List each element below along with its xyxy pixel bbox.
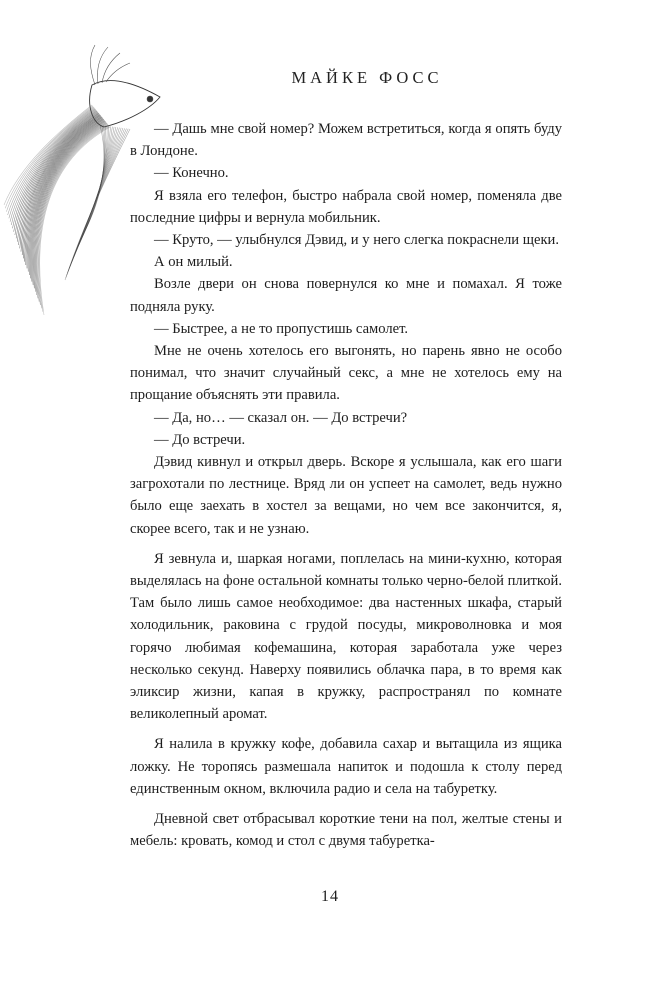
page-number: 14	[321, 888, 339, 905]
paragraph: Дэвид кивнул и открыл дверь. Вскоре я услышала, как его шаги загрохотали по лестнице. Вряд ли он успеет на самолет, ведь нужно было еще заехать в хостел за вещами, но чем все закончится, я, скорее всего, так и не узнаю.	[130, 454, 562, 537]
paragraph: Я зевнула и, шаркая ногами, поплелась на мини-кухню, которая выделялась на фоне остальной комнаты только черно-белой плиткой. Там было лишь самое необходимое: два настенных шкафа, старый холодильник, раковина с грудой посуды, микроволновка и моя горячо любимая кофемашина, которая заработала уже через несколько секунд. Наверху появились облачка пара, в то время как эликсир жизни, капая в кружку, распространял по комнате великолепный аромат.	[130, 550, 562, 723]
running-title: МАЙКЕ ФОСС	[291, 68, 443, 87]
paragraph: — Да, но… — сказал он. — До встречи?	[154, 409, 408, 426]
paragraph: — Дашь мне свой номер? Можем встретиться, когда я опять буду в Лондоне.	[130, 121, 562, 160]
fin-stroke	[76, 126, 107, 249]
paragraph: Я налила в кружку кофе, добавила сахар и вытащила из ящика ложку. Не торопясь размешала напиток и подошла к столу перед единственным окном, включила радио и села на табуретку.	[130, 736, 562, 797]
fin-stroke	[40, 127, 110, 315]
paragraph: Я взяла его телефон, быстро набрала свой номер, поменяла две последние цифры и вернула мобильник.	[130, 187, 562, 226]
paragraph: Мне не очень хотелось его выгонять, но парень явно не особо понимал, что значит случайный секс, а мне не хотелось ему на прощание объяснять эти правила.	[130, 343, 562, 404]
paragraph: — Круто, — улыбнулся Дэвид, и у него слегка покраснели щеки.	[154, 232, 560, 249]
fin-stroke	[76, 126, 109, 252]
paragraph: Дневной свет отбрасывал короткие тени на пол, желтые стены и мебель: кровать, комод и стол с двумя табуретка-	[130, 811, 562, 850]
paragraph: — До встречи.	[154, 431, 246, 448]
paragraph: — Быстрее, а не то пропустишь самолет.	[154, 320, 409, 337]
paragraph: — Конечно.	[154, 165, 229, 182]
fin-stroke	[36, 124, 107, 299]
paragraph: А он милый.	[154, 254, 233, 271]
paragraph: Возле двери он снова повернулся ко мне и помахал. Я тоже подняла руку.	[130, 276, 562, 315]
fin-stroke	[80, 125, 104, 240]
body-text	[130, 118, 562, 853]
